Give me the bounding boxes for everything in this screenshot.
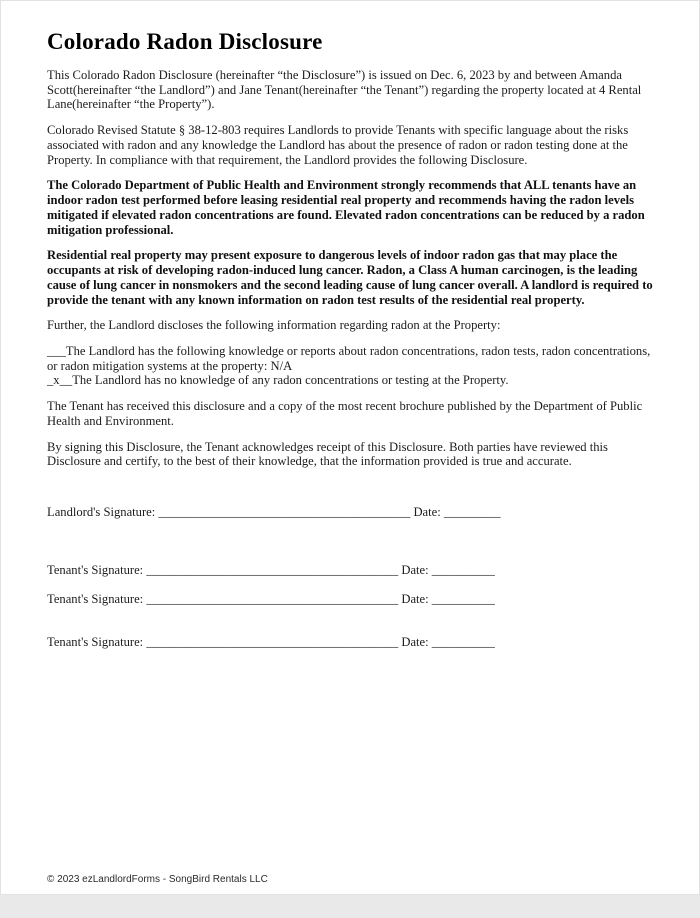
- option-no-knowledge-line: _x__The Landlord has no knowledge of any radon concentrations or testing at the Property.: [47, 373, 509, 388]
- document-title: Colorado Radon Disclosure: [47, 29, 323, 54]
- acknowledgment-paragraph: By signing this Disclosure, the Tenant acknowledges receipt of this Disclosure. Both parties have reviewed this Disclosure and certify, to the best of their knowledge, that the information provided is true and accurate.: [47, 439, 608, 469]
- landlord-signature-line: ________________________________________: [158, 505, 411, 520]
- intro-paragraph: This Colorado Radon Disclosure (hereinafter “the Disclosure”) is issued on Dec. 6, 2023 by and between Amanda Scott(hereinafter “the Landlord”) and Jane Tenant(hereinafter “the Tenant”) regarding the property located at 4 Rental Lane(hereinafter “the Property”).: [47, 68, 642, 112]
- disclosure-options: [47, 344, 653, 388]
- tenant-signature-line: ________________________________________: [146, 592, 399, 607]
- landlord-signature-label: Landlord's Signature:: [47, 505, 156, 520]
- tenant-date-line: __________: [431, 635, 495, 650]
- tenant-date-line: __________: [431, 563, 495, 578]
- tenant-signature-line: ________________________________________: [146, 563, 399, 578]
- tenant-signature-row-3: [47, 635, 653, 650]
- footer-copyright: © 2023 ezLandlordForms - SongBird Rentals LLC: [47, 874, 268, 885]
- tenant-date-line: __________: [431, 592, 495, 607]
- disclosure-lead-in: Further, the Landlord discloses the following information regarding radon at the Property:: [47, 318, 501, 333]
- option-knowledge-line: ___The Landlord has the following knowledge or reports about radon concentrations, radon tests, radon concentrations, or radon mitigation systems at the property: N/A: [47, 344, 651, 373]
- tenant-date-label: Date:: [401, 635, 429, 650]
- health-recommendation-paragraph: The Colorado Department of Public Health and Environment strongly recommends that ALL tenants have an indoor radon test performed before leasing residential real property and recommends having the radon levels mitigated if elevated radon concentrations are found. Elevated radon concentrations can be reduced by a radon mitigation professional.: [47, 178, 645, 237]
- landlord-signature-row: [47, 505, 653, 520]
- tenant-signature-row-2: [47, 592, 653, 607]
- tenant-signature-label: Tenant's Signature:: [47, 592, 144, 607]
- statute-paragraph: Colorado Revised Statute § 38-12-803 requires Landlords to provide Tenants with specific language about the risks associated with radon and any knowledge the Landlord has about the presence of radon or radon testing done at the Property. In compliance with that requirement, the Landlord provides the following Disclosure.: [47, 123, 629, 167]
- tenant-date-label: Date:: [401, 592, 429, 607]
- tenant-signature-line: ________________________________________: [146, 635, 399, 650]
- tenant-signature-label: Tenant's Signature:: [47, 635, 144, 650]
- landlord-date-label: Date:: [413, 505, 441, 520]
- tenant-date-label: Date:: [401, 563, 429, 578]
- brochure-receipt-paragraph: The Tenant has received this disclosure and a copy of the most recent brochure published by the Department of Public Health and Environment.: [47, 399, 643, 428]
- tenant-signature-row-1: [47, 563, 653, 578]
- landlord-date-line: _________: [443, 505, 501, 520]
- tenant-signature-label: Tenant's Signature:: [47, 563, 144, 578]
- radon-warning-paragraph: Residential real property may present exposure to dangerous levels of indoor radon gas that may place the occupants at risk of developing radon-induced lung cancer. Radon, a Class A human carcinogen, is the leading cause of lung cancer in nonsmokers and the second leading cause of lung cancer overall. A landlord is required to provide the tenant with any known information on radon test results of the residential real property.: [47, 248, 653, 307]
